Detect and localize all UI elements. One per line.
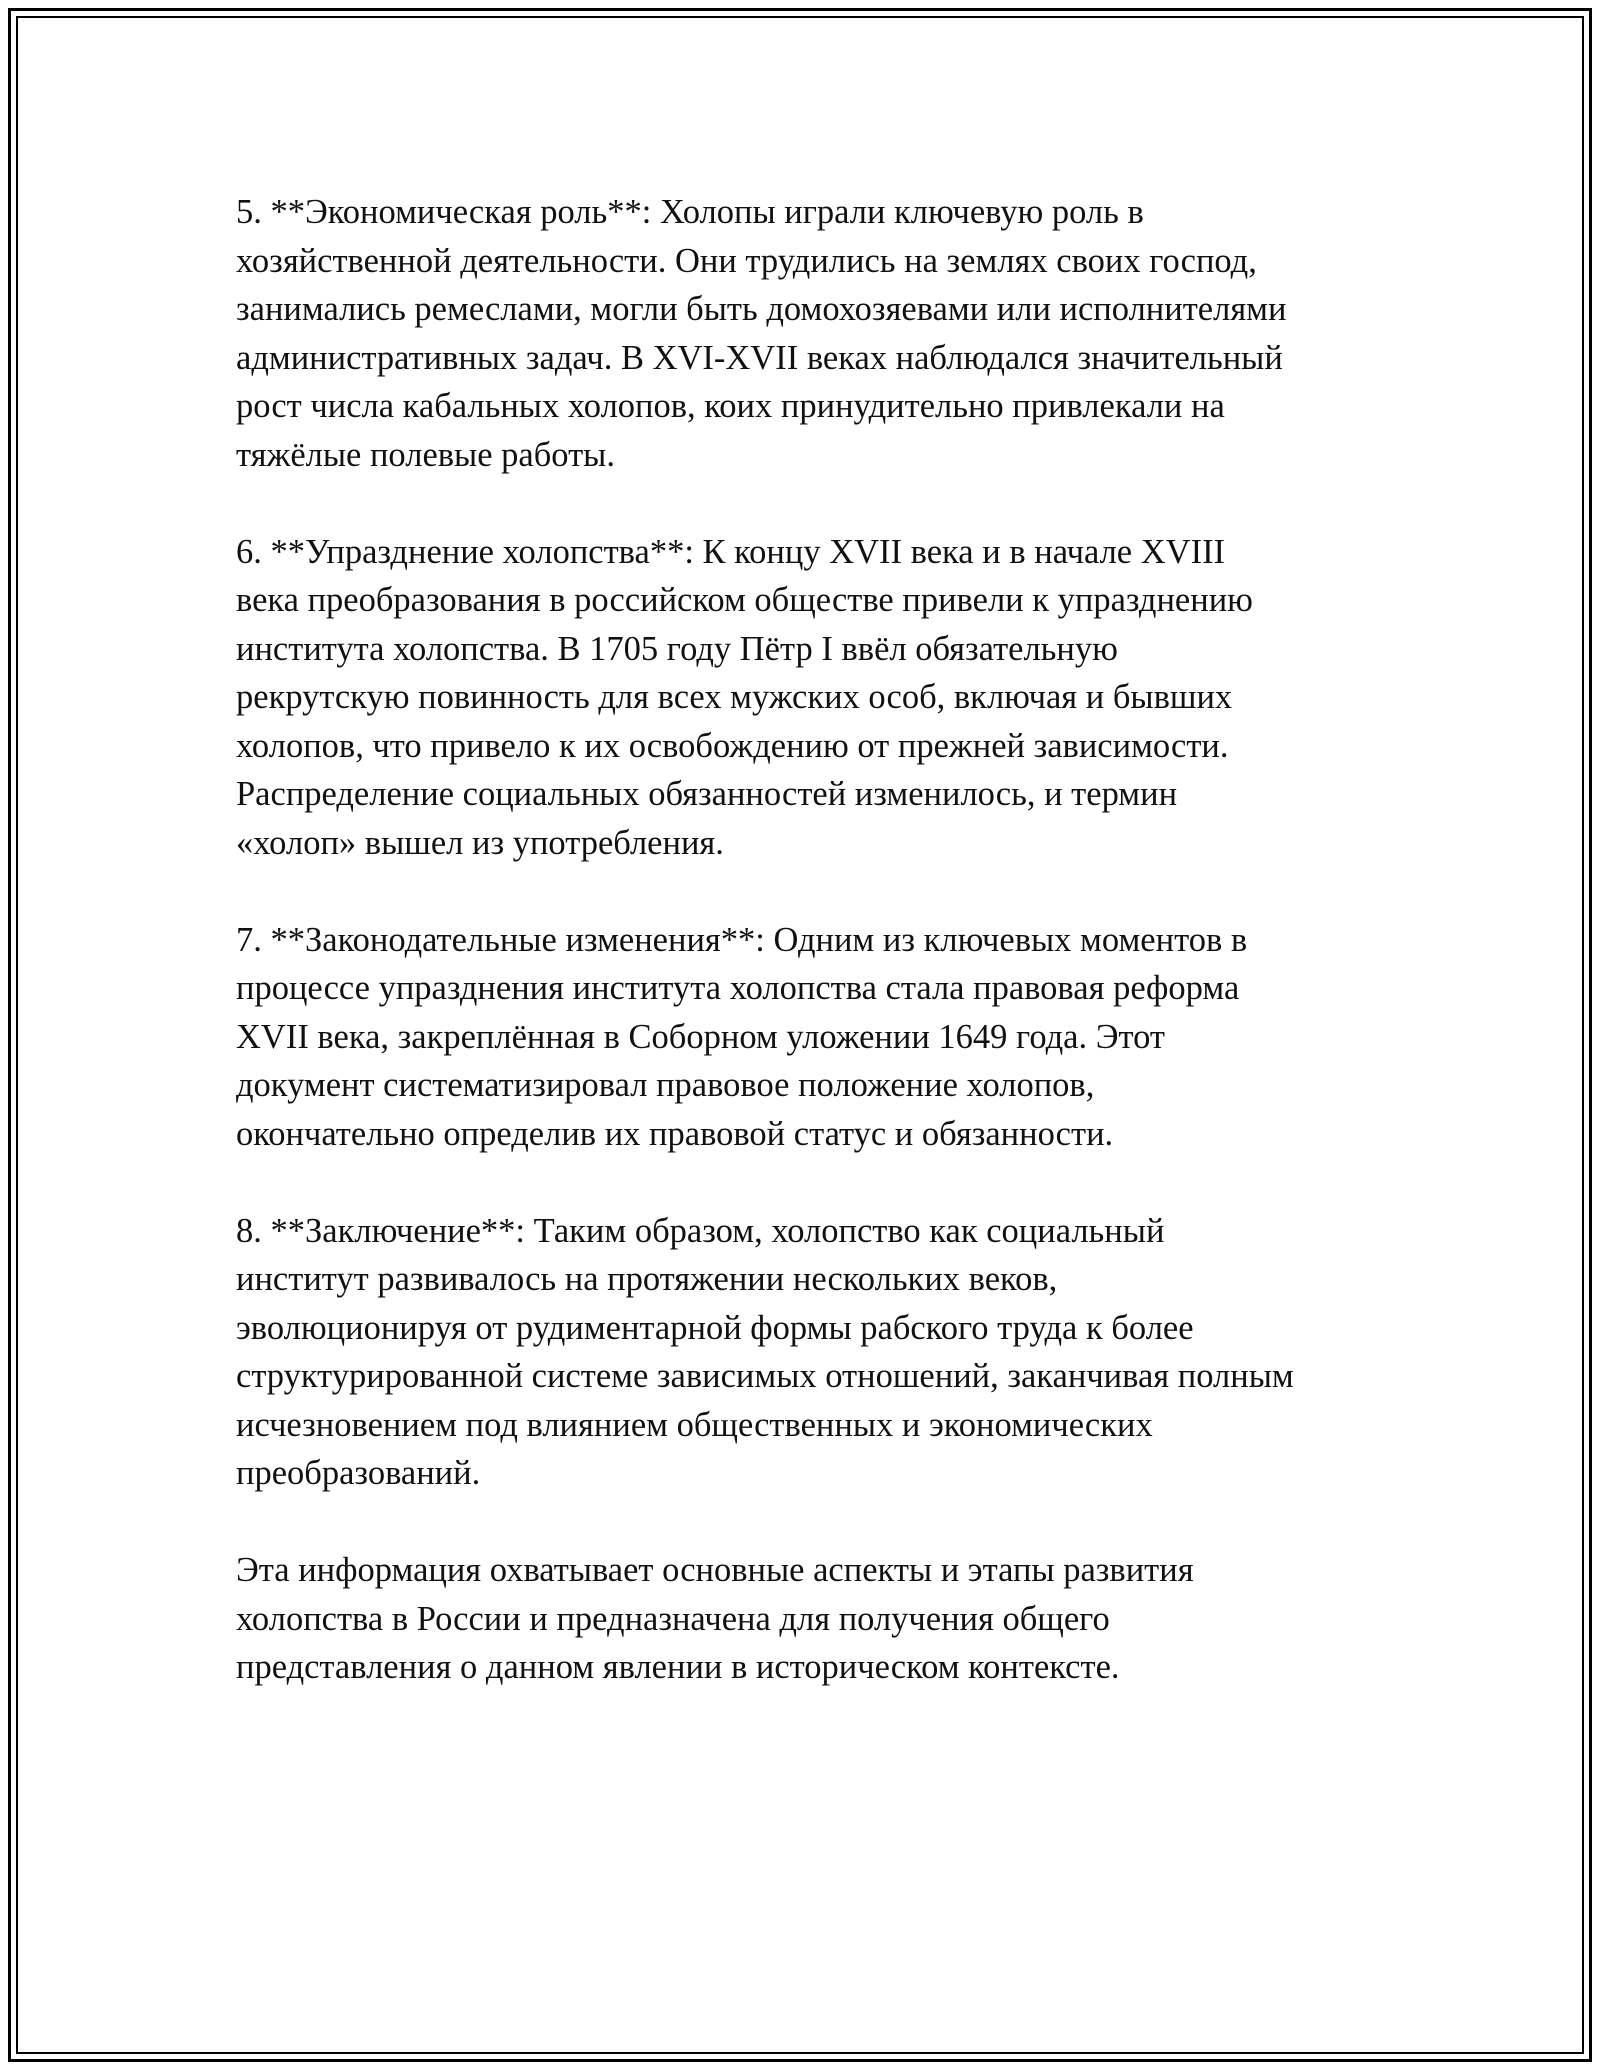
text-line: документ систематизировал правовое положение холопов, [236,1066,1095,1104]
text-line: холопства в России и предназначена для получения общего [236,1599,1110,1638]
text-line: «холоп» вышел из употребления. [236,823,724,862]
text-line: холопов, что привело к их освобождению от прежней зависимости. [236,726,1229,765]
text-line: окончательно определив их правовой статус и обязанности. [236,1114,1114,1153]
text-line: исчезновением под влиянием общественных и экономических [236,1405,1153,1444]
paragraph [236,916,1406,1159]
text-line: 7. **Законодательные изменения**: Одним из ключевых моментов в [236,920,1248,959]
text-line: хозяйственной деятельности. Они трудились на землях своих господ, [236,241,1257,280]
text-line: преобразований. [236,1454,481,1492]
text-line: Эта информация охватывает основные аспекты и этапы развития [236,1551,1194,1589]
text-line: XVII века, закреплённая в Соборном уложении 1649 года. Этот [236,1017,1165,1056]
text-line: 8. **Заключение**: Таким образом, холопство как социальный [236,1211,1165,1250]
paragraph [236,1207,1406,1498]
paragraph [236,188,1406,479]
text-line: института холопства. В 1705 году Пётр I ввёл обязательную [236,629,1118,668]
paragraph [236,1546,1406,1692]
text-line: структурированной системе зависимых отношений, заканчивая полным [236,1357,1294,1395]
document-body [236,188,1406,1740]
text-line: эволюционируя от рудиментарной формы рабского труда к более [236,1308,1194,1347]
text-line: 6. **Упразднение холопства**: К концу XVII века и в начале XVIII [236,532,1226,571]
text-line: рекрутскую повинность для всех мужских особ, включая и бывших [236,678,1233,716]
text-line: административных задач. В XVI-XVII веках наблюдался значительный [236,338,1283,377]
text-line: занимались ремеслами, могли быть домохозяевами или исполнителями [236,290,1287,328]
text-line: 5. **Экономическая роль**: Холопы играли ключевую роль в [236,193,1144,231]
text-line: процессе упразднения института холопства стала правовая реформа [236,969,1240,1007]
text-line: институт развивалось на протяжении нескольких веков, [236,1260,1058,1298]
text-line: представления о данном явлении в историческом контексте. [236,1648,1120,1686]
text-line: тяжёлые полевые работы. [236,435,615,474]
text-line: Распределение социальных обязанностей изменилось, и термин [236,775,1178,813]
text-line: века преобразования в российском обществе привели к упразднению [236,581,1253,619]
text-line: рост числа кабальных холопов, коих принудительно привлекали на [236,387,1225,425]
paragraph [236,528,1406,868]
